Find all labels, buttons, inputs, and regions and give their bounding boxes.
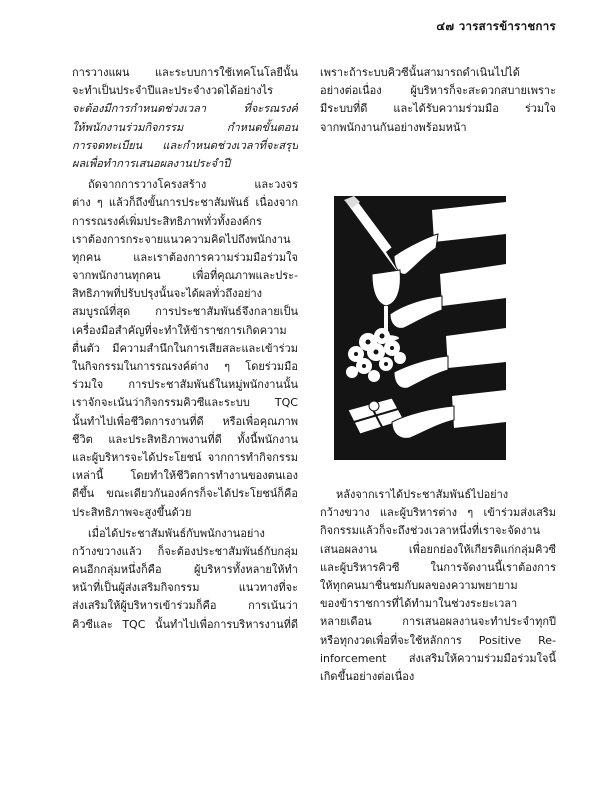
- text-line: เพราะถ้าระบบคิวซีนั้นสามารถดำเนินไปได้: [320, 66, 520, 79]
- text-line: หรือทุกงวดเพื่อที่จะใช้หลักการ Positive Re-: [320, 633, 556, 647]
- text-line: ให้ทุกคนมาชื่นชมกับผลของความพยายาม: [320, 578, 518, 592]
- text-line: ตื่นตัว มีความสำนึกในการเสียสละและเข้าร่วม: [72, 341, 298, 355]
- text-line: ส่งเสริมให้ผู้บริหารเข้าร่วมก็คือ การเน้นว่า: [72, 599, 298, 613]
- text-line: กว้างขวาง และผู้บริหารต่าง ๆ เข้าร่วมส่งเสริม: [320, 506, 556, 520]
- text-line: ถัดจากการวางโครงสร้าง และวงจร: [88, 178, 298, 192]
- text-line: การวางแผน และระบบการใช้เทคโนโลยีนั้น: [72, 66, 298, 79]
- right-column-bottom: [320, 486, 556, 686]
- text-line: เสนอผลงาน เพื่อยกย่องให้เกียรติแก่กลุ่มคิวซี: [320, 542, 556, 556]
- hands-illustration: [334, 196, 506, 460]
- text-line: กิจกรรมแล้วก็จะถึงช่วงเวลาหนึ่งที่เราจะจัดงาน: [320, 524, 540, 538]
- text-line: ของข้าราชการที่ได้ทำมาในช่วงระยะเวลา: [320, 597, 518, 611]
- left-column: [72, 64, 298, 634]
- running-title: วารสารข้าราชการ: [458, 19, 556, 33]
- text-line: สมบูรณ์ที่สุด การประชาสัมพันธ์จึงกลายเป็น: [72, 305, 298, 319]
- text-line: ในกิจกรรมในการรณรงค์ต่าง ๆ โดยร่วมมือ: [72, 360, 298, 373]
- text-line: จากพนักงานทุกคน เพื่อที่คุณภาพและประ-: [72, 269, 298, 283]
- text-line: เครื่องมือสำคัญที่จะทำให้ข้าราชการเกิดความ: [72, 323, 287, 337]
- text-line: อย่างต่อเนื่อง ผู้บริหารก็จะสะดวกสบายเพราะ: [320, 84, 556, 98]
- text-line: กว้างขวางแล้ว ก็จะต้องประชาสัมพันธ์กับกลุ่ม: [72, 544, 298, 558]
- text-line: และผู้บริหารคิวซี ในการจัดงานนี้เราต้องการ: [320, 560, 556, 574]
- text-line: มีระบบที่ดี และได้รับความร่วมมือ ร่วมใจ: [320, 102, 556, 116]
- text-line: จากพนักงานกันอย่างพร้อมหน้า: [320, 120, 467, 134]
- sleeve-stripe-4: [452, 390, 506, 428]
- text-line: จะทำเป็นประจำปีและประจำงวดได้อย่างไร: [72, 84, 274, 98]
- page-number: ๔๗: [436, 19, 455, 33]
- text-line: ดีขึ้น ขณะเดียวกันองค์กรก็จะได้ประโยชน์ก็คือ: [72, 487, 298, 501]
- text-line: inforcement ส่งเสริมให้ความร่วมมือร่วมใจนี้: [320, 651, 556, 665]
- text-line: ทุกคน และเราต้องการความร่วมมือร่วมใจ: [72, 250, 298, 264]
- text-line: การจดทะเบียน และกำหนดช่วงเวลาที่จะสรุป: [72, 138, 298, 152]
- text-line: ประสิทธิภาพจะสูงขึ้นด้วย: [72, 505, 192, 519]
- text-line: คนอีกกลุ่มหนึ่งก็คือ ผู้บริหารทั้งหลายให้ทำ: [72, 563, 298, 577]
- right-column-top: [320, 64, 556, 137]
- text-line: หลังจากเราได้ประชาสัมพันธ์ไปอย่าง: [336, 488, 509, 501]
- text-line: เราต้องการกระจายแนวความคิดไปถึงพนักงาน: [72, 232, 291, 246]
- text-line: หน้าที่เป็นผู้ส่งเสริมกิจกรรม แนวทางที่จะ: [72, 581, 298, 595]
- text-line: นั้นทำไปเพื่อชีวิตการงานที่ดี หรือเพื่อคุณภาพ: [72, 414, 298, 428]
- text-line: เหล่านี้ โดยทำให้ชีวิตการทำงานของตนเอง: [72, 469, 298, 483]
- text-line: การรณรงค์เพิ่มประสิทธิภาพทั่วทั้งองค์กร: [72, 214, 262, 228]
- text-line: ชีวิต และประสิทธิภาพงานที่ดี ทั้งนี้พนักงาน: [72, 432, 298, 446]
- text-line: เราจักจะเน้นว่ากิจกรรมคิวซีและระบบ TQC: [72, 396, 298, 410]
- text-line: ต่าง ๆ แล้วก็ถึงขั้นการประชาสัมพันธ์ เนื่องจาก: [72, 196, 298, 210]
- text-line: ผลเพื่อทำการเสนอผลงานประจำปี: [72, 156, 231, 170]
- text-line: จะต้องมีการกำหนดช่วงเวลา ที่จะรณรงค์: [72, 102, 298, 116]
- text-line: สิทธิภาพที่ปรับปรุงนั้นจะได้ผลทั่วถึงอย่าง: [72, 287, 263, 301]
- running-header: [404, 18, 556, 36]
- text-line: คิวซีและ TQC นั้นทำไปเพื่อการบริหารงานที่ดี: [72, 617, 298, 631]
- text-line: หลายเดือน การเสนอผลงานจะทำประจำทุกปี: [320, 615, 556, 629]
- text-line: และผู้บริหารจะได้ประโยชน์ จากการทำกิจกรรม: [72, 450, 298, 464]
- text-line: เมื่อได้ประชาสัมพันธ์กับพนักงานอย่าง: [88, 526, 265, 540]
- text-line: เกิดขึ้นอย่างต่อเนื่อง: [320, 669, 415, 683]
- text-line: ให้พนักงานร่วมกิจกรรม กำหนดขั้นตอน: [72, 120, 298, 134]
- text-line: ร่วมใจ การประชาสัมพันธ์ในหมู่พนักงานนั้น: [72, 378, 298, 392]
